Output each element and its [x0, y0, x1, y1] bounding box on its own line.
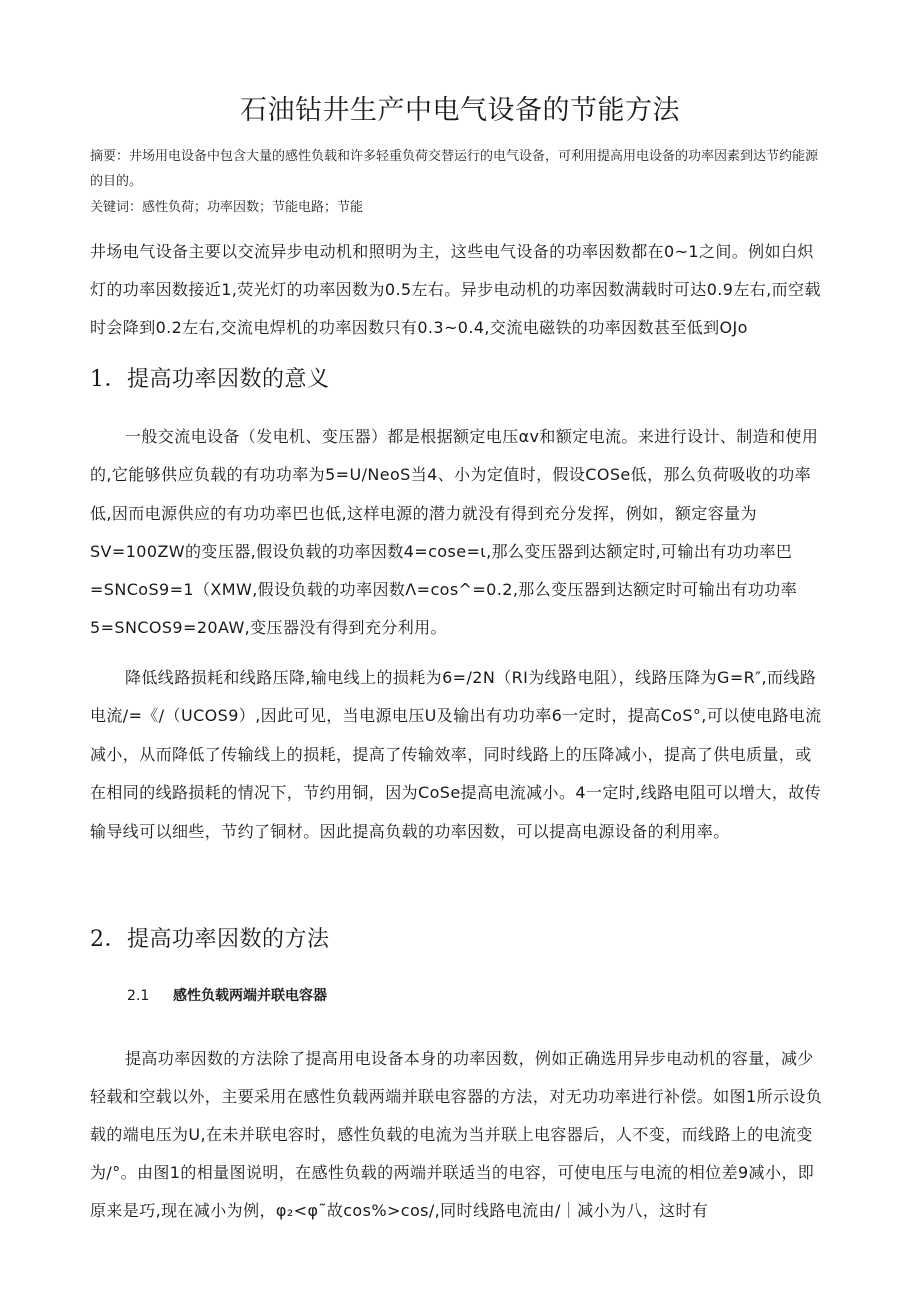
keywords: 关键词：感性负荷；功率因数；节能电路；节能	[90, 200, 364, 215]
section-1-paragraph-1: 一般交流电设备（发电机、变压器）都是根据额定电压αv和额定电流。来进行设计、制造和使用的,它能够供应负载的有功功率为5=U∕NeoS当4、小为定值时，假设COSe低，那么负荷吸收的功率低,因而电源供应的有功功率巴也低,这样电源的潜力就没有得到充分发挥，例如，额定容量为SV=100ZW的变压器,假设负载的功率因数4=cose=ι,那么变压器到达额定时,可输出有功功率巴=SNCoS9=1（XMW,假设负载的功率因数Λ=cos^=0.2,那么变压器到达额定时可输出有功功率5=SNCOS9=20AW,变压器没有得到充分利用。	[90, 427, 819, 638]
subsection-2-1-heading	[127, 985, 327, 1005]
section-2-heading: 2．提高功率因数的方法	[90, 927, 330, 952]
section-1-paragraph-2: 降低线路损耗和线路压降,输电线上的损耗为6=/2N（RI为线路电阻），线路压降为G=R″,而线路电流/=《/（UCOS9）,因此可见，当电源电压U及输出有功功率6一定时，提高CoS°,可以使电路电流减小，从而降低了传输线上的损耗，提高了传输效率，同时线路上的压降减小，提高了供电质量，或在相同的线路损耗的情况下，节约用铜，因为CoSe提高电流减小。4一定时,线路电阻可以增大，故传输导线可以细些，节约了铜材。因此提高负载的功率因数，可以提高电源设备的利用率。	[90, 668, 822, 841]
subsection-title: 感性负载两端并联电容器	[173, 988, 327, 1004]
abstract: 摘要：井场用电设备中包含大量的感性负载和许多轻重负荷交替运行的电气设备，可利用提高用电设备的功率因素到达节约能源的目的。	[90, 149, 819, 189]
section-2-paragraph-1: 提高功率因数的方法除了提高用电设备本身的功率因数，例如正确选用异步电动机的容量，减少轻载和空载以外，主要采用在感性负载两端并联电容器的方法，对无功功率进行补偿。如图1所示设负载的端电压为U,在未并联电容时，感性负载的电流为当并联上电容器后，人不变，而线路上的电流变为/°。由图1的相量图说明，在感性负载的两端并联适当的电容，可使电压与电流的相位差9减小，即原来是巧,现在减小为例，φ₂<φ˜故cos%>cos/,同时线路电流由/｜减小为八，这时有	[90, 1049, 823, 1220]
section-1-heading: 1．提高功率因数的意义	[90, 367, 330, 392]
document-title: 石油钻井生产中电气设备的节能方法	[240, 95, 680, 126]
intro-paragraph: 井场电气设备主要以交流异步电动机和照明为主，这些电气设备的功率因数都在0~1之间。例如白炽灯的功率因数接近1,荧光灯的功率因数为0.5左右。异步电动机的功率因数满载时可达0.9左右,而空载时会降到0.2左右,交流电焊机的功率因数只有0.3~0.4,交流电磁铁的功率因数甚至低到OJo	[90, 242, 821, 337]
subsection-number: 2.1	[127, 988, 150, 1004]
